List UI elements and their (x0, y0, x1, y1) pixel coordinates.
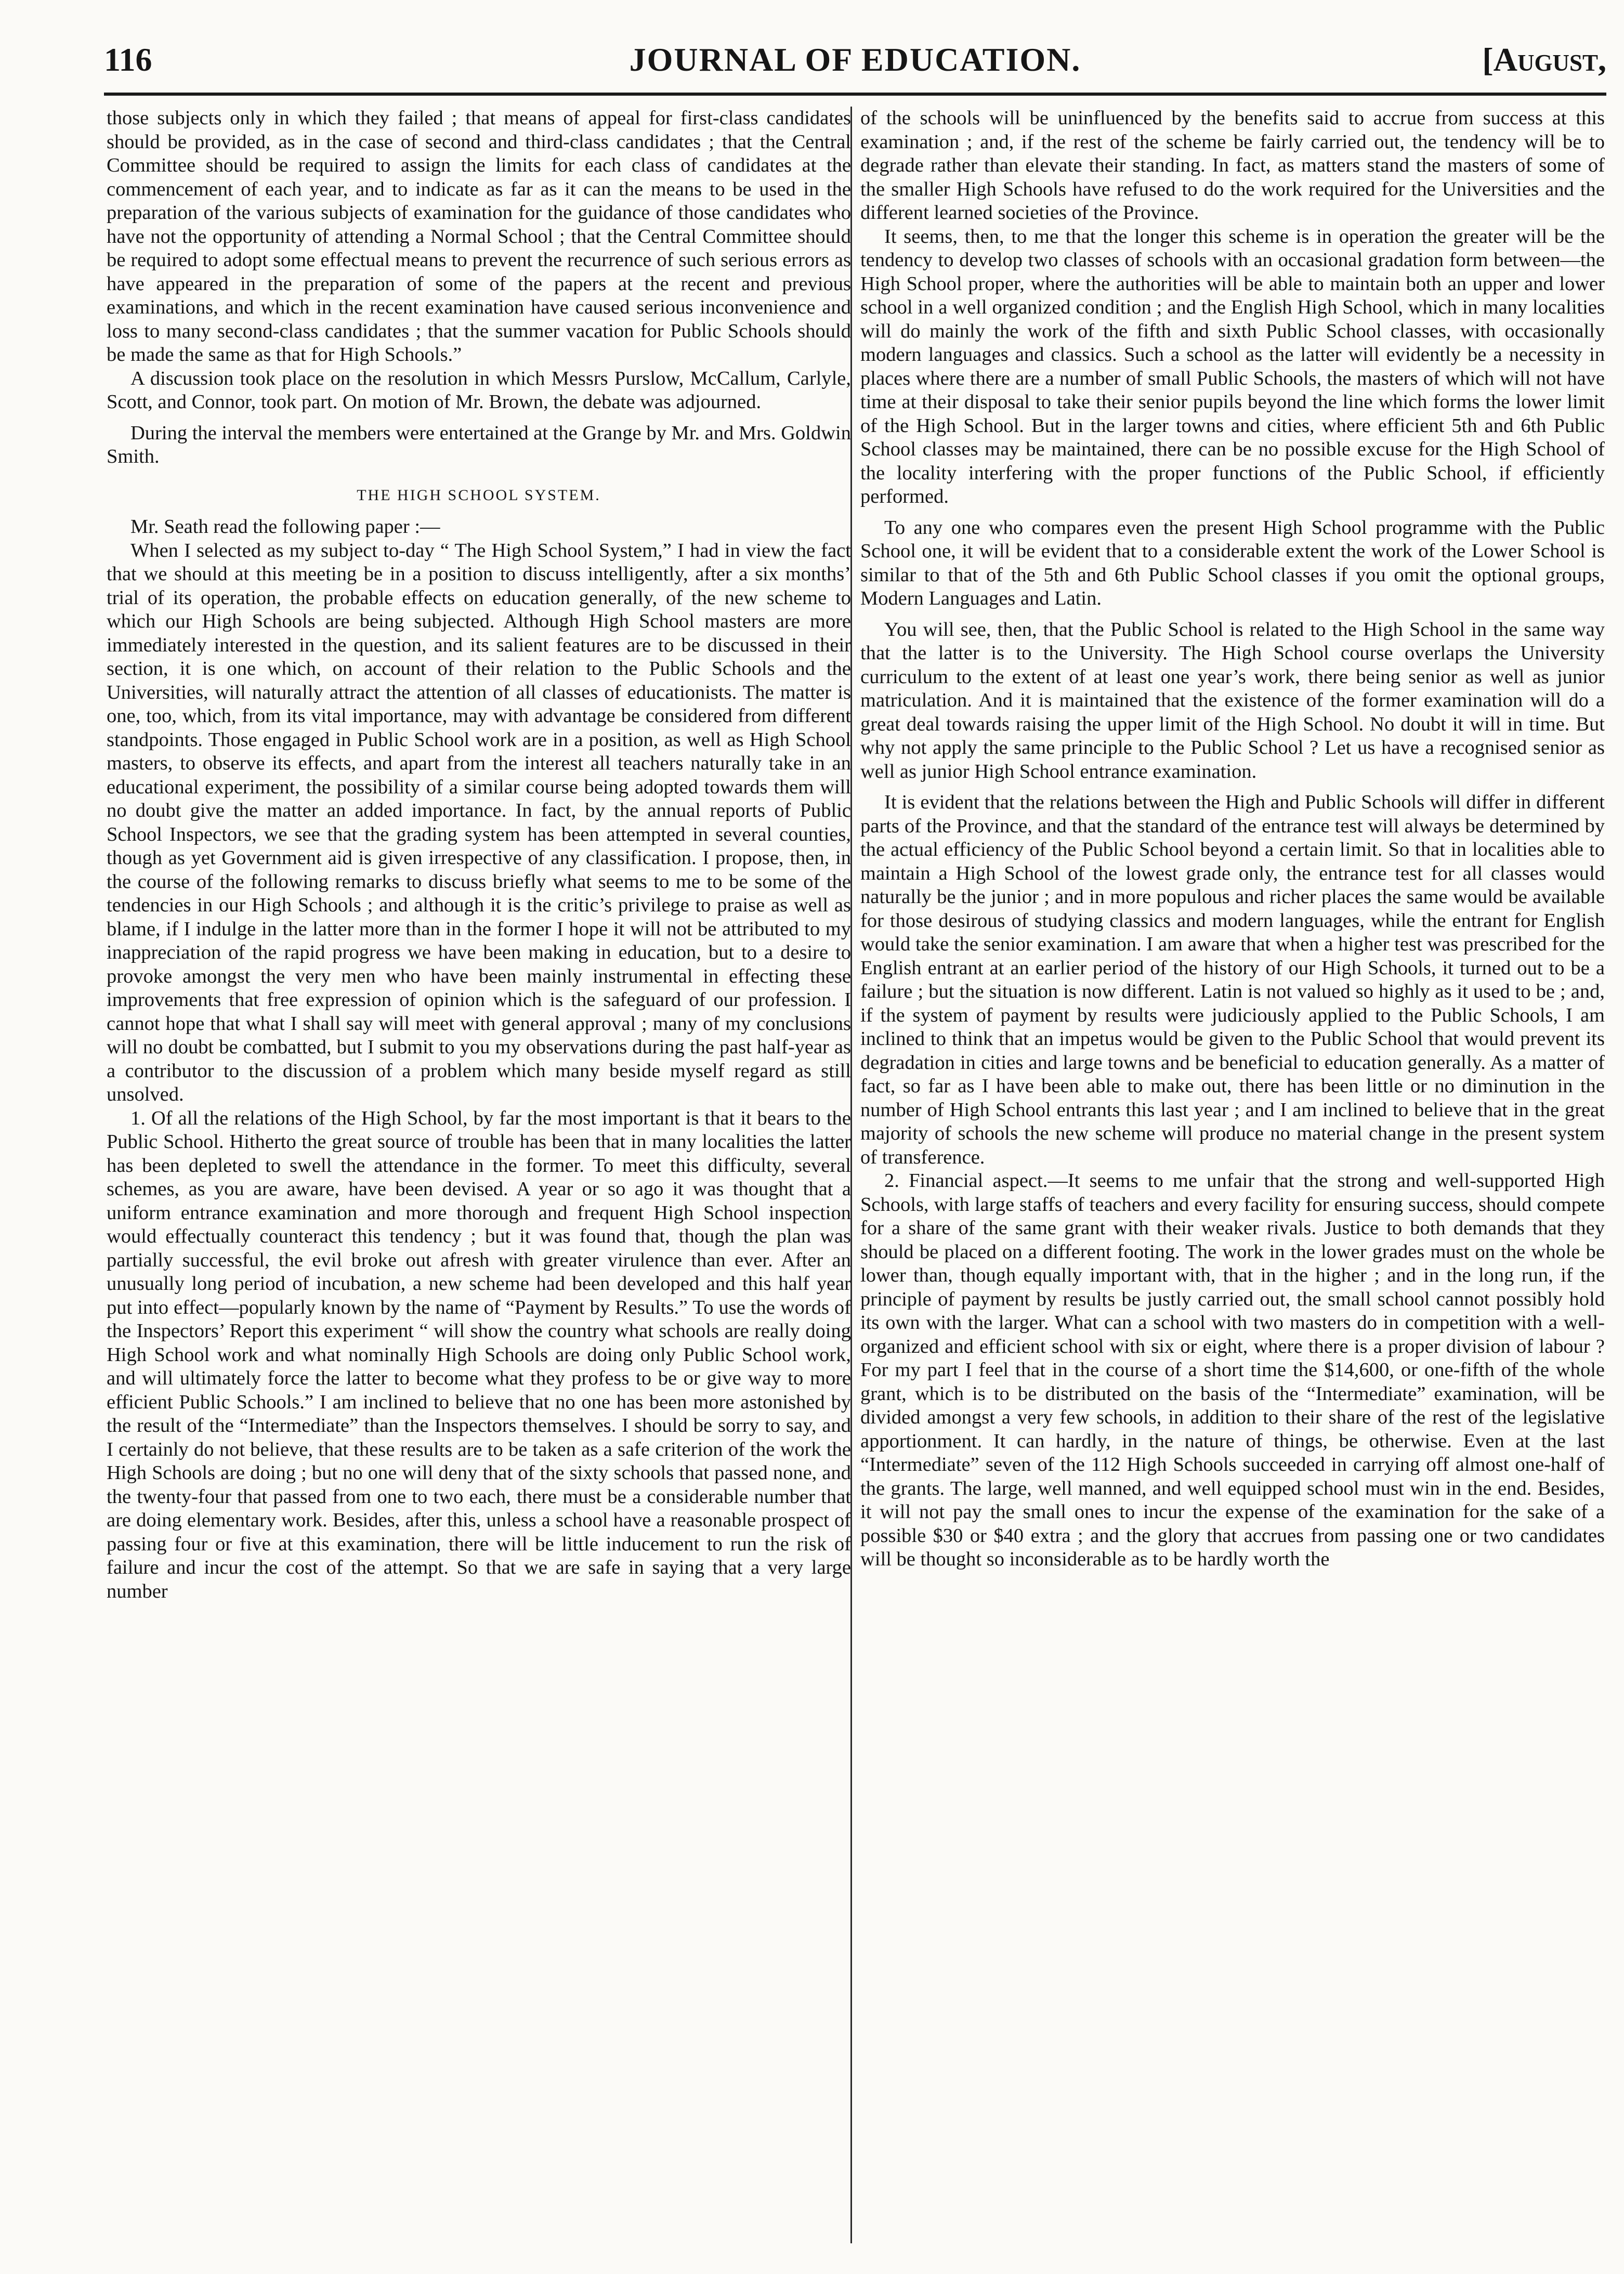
seath-intro-paragraph: Mr. Seath read the following paper :— (130, 516, 440, 538)
entrance-test-paragraph: It is evident that the relations between the High and Public Schools will differ in different parts of the Province, and that the standard of the entrance test will always be determined by the actual efficiency of the Public School beyond a certain limit. So that in localities able to maintain a High School of the lowest grade only, the entrance test for all classes would naturally be the junior ; and in more populous and richer places the same would be available for those desirous of studying classics and modern languages, while the entrant for English would take the senior examination. I am aware that when a higher test was prescribed for the English entrant at an earlier period of the history of our High Schools, it turned out to be a failure ; but the situation is now different. Latin is not valued so highly as it used to be ; and, if the system of payment by results were judiciously applied to the Public Schools, I am inclined to think that an impetus would be given to the Public School that would prevent its degradation in cities and large towns and be beneficial to education generally. As a matter of fact, so far as I have been able to make out, there has been little or no diminution in the number of High School entrants this last year ; and I am inclined to believe that in the great majority of schools the new scheme will produce no material change in the present system of transference. (860, 791, 1605, 1168)
resolution-paragraph: those subjects only in which they failed ; that means of appeal for first-class candidates should be provided, as in the case of second and third-class candidates ; that the Central Committee should be required to assign the limits for each class of candidates at the commencement of each year, and to indicate as far as it can the means to be used in the preparation of the various subjects of examination for the guidance of those candidates who have not the opportunity of attending a Normal School ; that the Central Committee should be required to adopt some effectual means to prevent the recurrence of such serious errors as have appeared in the preparation of some of the papers at the recent and previous examinations, and which in the recent examination have caused serious inconvenience and loss to many second-class candidates ; that the summer vacation for Public Schools should be made the same as that for High Schools.” (107, 107, 851, 365)
university-paragraph: You will see, then, that the Public School is related to the High School in the same way that the latter is to the University. The High School course overlaps the University curriculum to the extent of at least one year’s work, there being senior as well as junior matriculation. And it is maintained that the existence of the former examination will do a great deal towards raising the upper limit of the High School. No doubt it will in time. But why not apply the same principle to the Public School ? Let us have a recognised senior as well as junior High School entrance examination. (860, 618, 1605, 782)
header-month: [August, (1482, 41, 1606, 78)
relations-paragraph: 1. Of all the relations of the High School, by far the most important is that it bears to the Public School. Hitherto the great source of trouble has been that in many localities the latter has been depleted to swell the attendance in the former. To meet this difficulty, several schemes, as you are aware, have been devised. A year or so ago it was thought that a uniform entrance examination and more thorough and frequent High School inspection would effectually counteract this tendency ; but it was found that, though the plan was partially successful, the evil broke out afresh with greater virulence than ever. After an unusually long period of incubation, a new scheme had been developed and this half year put into effect—popularly known by the name of “Payment by Results.” To use the words of the Inspectors’ Report this experiment “ will show the country what schools are really doing High School work and what nominally High Schools are doing only Public School work, and will ultimately force the latter to become what they profess to be or give way to more efficient Public Schools.” I am inclined to believe that no one has been more astonished by the result of the “Intermediate” than the Inspectors themselves. I should be sorry to say, and I certainly do not believe, that these results are to be taken as a safe criterion of the work the High Schools are doing ; but no one will deny that of the sixty schools that passed none, and the twenty-four that passed from one to two each, there must be a considerable number that are doing elementary work. Besides, after this, unless a school have a reasonable prospect of passing four or five at this examination, there will be little inducement to run the risk of failure and incur the cost of the attempt. So that we are safe in saying that a very large number (107, 1107, 851, 1602)
interval-paragraph: During the interval the members were entertained at the Grange by Mr. and Mrs. Goldwin Smith. (107, 422, 851, 467)
continuation-paragraph: of the schools will be uninfluenced by the benefits said to accrue from success at this examination ; and, if the rest of the scheme be fairly carried out, the tendency will be to degrade rather than elevate their standing. In fact, as matters stand the masters of some of the smaller High Schools have refused to do the work required for the Universities and the different learned societies of the Province. (860, 107, 1605, 224)
discussion-paragraph: A discussion took place on the resolution in which Messrs Purslow, McCallum, Carlyle, Scott, and Connor, took part. On motion of Mr. Brown, the debate was adjourned. (107, 367, 851, 413)
financial-aspect-paragraph: 2. Financial aspect.—It seems to me unfair that the strong and well-supported High Schools, with large staffs of teachers and every facility for ensuring success, should compete for a share of the same grant with their weaker rivals. Justice to both demands that they should be placed on a different footing. The work in the lower grades must on the whole be lower than, though equally important with, that in the higher ; and in the long run, if the principle of payment by results be justly carried out, the small school cannot possibly hold its own with the larger. What can a school with two masters do in competition with a well-organized and efficient school with six or eight, where there is a proper division of labour ? For my part I feel that in the course of a short time the $14,600, or one-fifth of the whole grant, which is to be distributed on the basis of the “Intermediate” examination, will be divided amongst a very few schools, in addition to their share of the rest of the legislative apportionment. It can hardly, in the nature of things, be otherwise. Even at the last “Intermediate” seven of the 112 High Schools succeeded in carrying off almost one-half of the grants. The large, well manned, and well equipped school must win in the end. Besides, it will not pay the small ones to incur the expense of the examination for the sake of a possible $30 or $40 extra ; and the glory that accrues from passing one or two candidates will be thought so inconsiderable as to be hardly worth the (860, 1170, 1605, 1570)
two-classes-paragraph: It seems, then, to me that the longer this scheme is in operation the greater will be the tendency to develop two classes of schools with an occasional gradation form between—the High School proper, where the authorities will be able to maintain both an upper and lower school in a well organized condition ; and the English High School, which in many localities will do mainly the work of the fifth and sixth Public School classes, with occasionally modern languages and classics. Such a school as the latter will evidently be a necessity in places where there are a number of small Public Schools, the masters of which will not have time at their disposal to take their senior pupils beyond the line which forms the lower limit of the High School. But in the larger towns and cities, where efficient 5th and 6th Public School classes may be maintained, there can be no possible excuse for the High School of the locality interfering with the proper functions of the Public School, if efficiently performed. (860, 225, 1605, 507)
right-column (860, 107, 1605, 2243)
page-number: 116 (104, 41, 152, 78)
header-rule (104, 93, 1606, 101)
left-column (107, 107, 851, 2243)
column-divider (850, 107, 852, 2243)
journal-title: JOURNAL OF EDUCATION. (629, 41, 1081, 78)
page-header (104, 41, 1606, 93)
paper-intro-paragraph: When I selected as my subject to-day “ The High School System,” I had in view the fact that we should at this meeting be in a position to discuss intelligently, after a six months’ trial of its operation, the probable effects on education generally, of the new scheme to which our High Schools are being subjected. Although High School masters are more immediately interested in the question, and its salient features are to be discussed in their section, it is one which, on account of their relation to the Public Schools and the Universities, will naturally attract the attention of all classes of educationists. The matter is one, too, which, from its vital importance, may with advantage be considered from different standpoints. Those engaged in Public School work are in a position, as well as High School masters, to observe its effects, and apart from the interest all teachers naturally take in an educational experiment, the possibility of a similar course being adopted towards them will no doubt give the matter an added importance. In fact, by the annual reports of Public School Inspectors, we see that the grading system has been attempted in several counties, though as yet Government aid is given irrespective of any classification. I propose, then, in the course of the following remarks to discuss briefly what seems to me to be some of the tendencies in our High Schools ; and although it is the critic’s privilege to praise as well as blame, if I indulge in the latter more than in the former I hope it will not be attributed to my inappreciation of the rapid progress we have been making in education, but to a desire to provoke amongst the very men who have been mainly instrumental in effecting these improvements that free expression of opinion which is the safeguard of our profession. I cannot hope that what I shall say will meet with general approval ; many of my conclusions will no doubt be combatted, but I submit to you my observations during the past half-year as a contributor to the discussion of a problem which many beside myself regard as still unsolved. (107, 539, 851, 1105)
section-subheading: THE HIGH SCHOOL SYSTEM. (357, 486, 601, 504)
programme-paragraph: To any one who compares even the present High School programme with the Public School one, it will be evident that to a considerable extent the work of the Lower School is similar to that of the 5th and 6th Public School classes if you omit the optional groups, Modern Languages and Latin. (860, 516, 1605, 609)
